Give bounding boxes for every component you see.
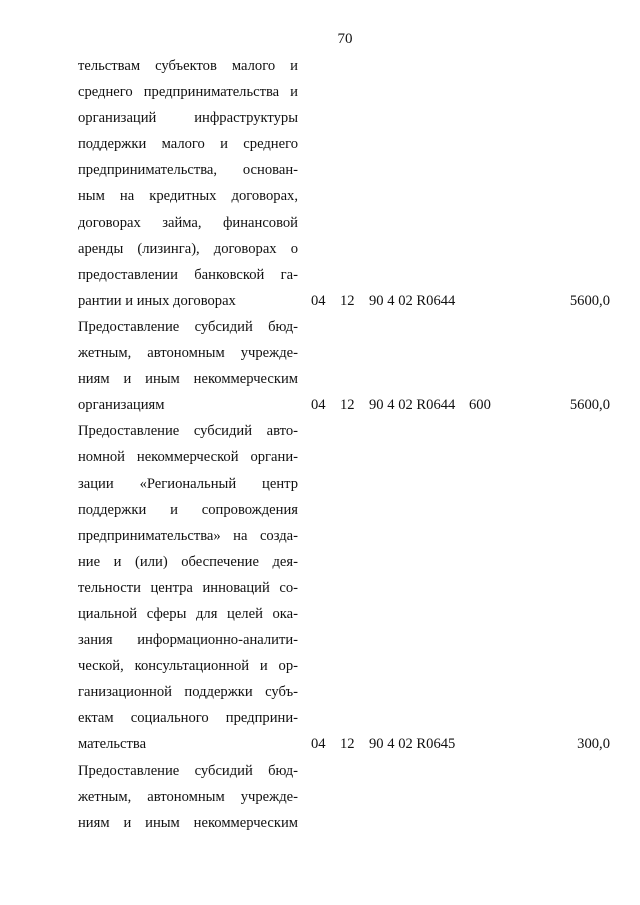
row-description: зации «Региональный центр	[78, 475, 298, 492]
row-line	[78, 627, 608, 653]
table-row	[78, 758, 608, 836]
row-line	[78, 262, 608, 288]
row-line	[78, 79, 608, 105]
row-line	[78, 679, 608, 705]
target-article-code: 90 4 02 R0645	[369, 736, 456, 753]
row-description: предпринимательства» на созда-	[78, 527, 298, 544]
row-description: циальной сферы для целей ока-	[78, 605, 298, 622]
row-description: ектам социального предприни-	[78, 710, 298, 727]
row-line	[78, 157, 608, 183]
subsection-code: 12	[340, 292, 355, 309]
row-line	[78, 497, 608, 523]
row-line	[78, 53, 608, 79]
row-line	[78, 575, 608, 601]
table-row	[78, 418, 608, 757]
row-description: Предоставление субсидий бюд-	[78, 318, 298, 335]
row-line	[78, 183, 608, 209]
row-description: ганизационной поддержки субъ-	[78, 684, 298, 701]
row-description: тельствам субъектов малого и	[78, 58, 298, 74]
row-line	[78, 601, 608, 627]
target-article-code: 90 4 02 R0644	[369, 397, 456, 414]
expense-kind-code: 600	[469, 397, 491, 414]
subsection-code: 12	[340, 736, 355, 753]
page-number: 70	[337, 31, 353, 47]
row-description: поддержки малого и среднего	[78, 136, 298, 153]
row-line	[78, 705, 608, 731]
subsection-code: 12	[340, 397, 355, 414]
row-line	[78, 758, 608, 784]
row-description: Предоставление субсидий авто-	[78, 423, 298, 440]
row-line	[78, 366, 608, 392]
row-description: ниям и иным некоммерческим	[78, 371, 298, 388]
table-row	[78, 314, 608, 418]
row-description: среднего предпринимательства и	[78, 84, 298, 101]
amount-value: 300,0	[577, 736, 610, 753]
row-line	[78, 392, 608, 418]
row-line	[78, 105, 608, 131]
row-description: предоставлении банковской га-	[78, 266, 298, 283]
amount-value: 5600,0	[569, 397, 610, 414]
row-description: предпринимательства, основан-	[78, 162, 298, 179]
row-line	[78, 653, 608, 679]
row-description: ным на кредитных договорах,	[78, 188, 298, 205]
row-line	[78, 210, 608, 236]
row-line	[78, 418, 608, 444]
row-description: жетным, автономным учрежде-	[78, 345, 298, 362]
row-line	[78, 288, 608, 314]
row-description: договорах займа, финансовой	[78, 214, 298, 231]
row-description: ческой, консультационной и ор-	[78, 658, 298, 675]
row-description: ние и (или) обеспечение дея-	[78, 553, 298, 570]
row-line	[78, 523, 608, 549]
row-description: жетным, автономным учрежде-	[78, 788, 298, 805]
row-description: зания информационно-аналити-	[78, 632, 298, 649]
amount-value: 5600,0	[569, 292, 610, 309]
row-description: Предоставление субсидий бюд-	[78, 762, 298, 779]
section-code: 04	[311, 736, 326, 753]
row-description: организациям	[78, 397, 165, 414]
row-line	[78, 810, 608, 836]
target-article-code: 90 4 02 R0644	[369, 292, 456, 309]
row-description: аренды (лизинга), договорах о	[78, 240, 298, 257]
row-description: тельности центра инноваций со-	[78, 579, 298, 596]
row-line	[78, 131, 608, 157]
row-line	[78, 340, 608, 366]
row-description: мательства	[78, 736, 147, 753]
row-line	[78, 314, 608, 340]
table-row	[78, 53, 608, 314]
section-code: 04	[311, 292, 326, 309]
section-code: 04	[311, 397, 326, 414]
row-description: поддержки и сопровождения	[78, 501, 298, 518]
row-line	[78, 784, 608, 810]
row-line	[78, 471, 608, 497]
row-line	[78, 549, 608, 575]
row-line	[78, 731, 608, 757]
budget-table	[78, 53, 608, 836]
row-description: номной некоммерческой органи-	[78, 449, 298, 466]
row-description: рантии и иных договорах	[78, 292, 236, 309]
row-line	[78, 444, 608, 470]
row-description: ниям и иным некоммерческим	[78, 814, 298, 831]
row-description: организаций инфраструктуры	[78, 110, 298, 127]
row-line	[78, 236, 608, 262]
